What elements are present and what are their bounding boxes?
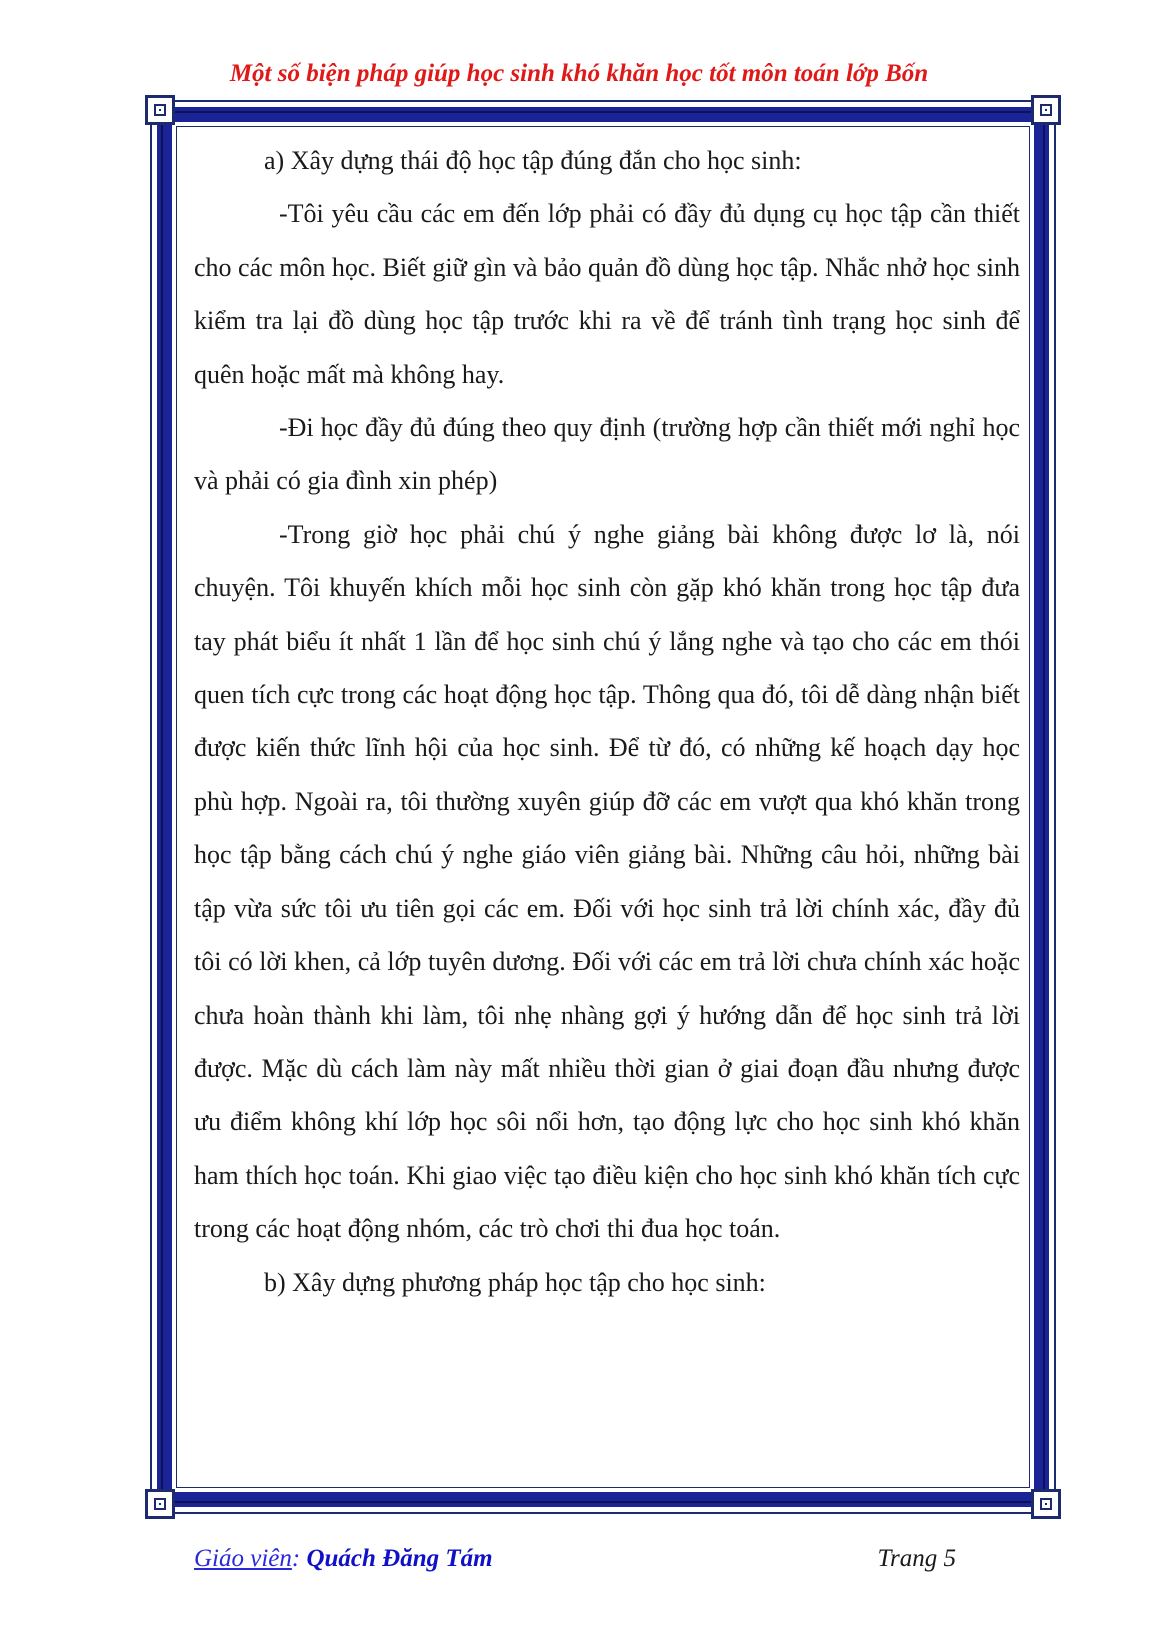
frame-corner-ornament-top-right	[1031, 95, 1061, 125]
footer-author-label: Giáo viên	[194, 1545, 292, 1572]
frame-corner-ornament-top-left	[145, 95, 175, 125]
paragraph-attention: -Trong giờ học phải chú ý nghe giảng bài không được lơ là, nói chuyện. Tôi khuyến khích mỗi học sinh còn gặp khó khăn trong học tập đưa tay phát biểu ít nhất 1 lần để học sinh chú ý lắng nghe và tạo cho các em thói quen tích cực trong các hoạt động học tập. Thông qua đó, tôi dễ dàng nhận biết được kiến thức lĩnh hội của học sinh. Để từ đó, có những kế hoạch dạy học phù hợp. Ngoài ra, tôi thường xuyên giúp đỡ các em vượt qua khó khăn trong học tập bằng cách chú ý nghe giáo viên giảng bài. Những câu hỏi, những bài tập vừa sức tôi ưu tiên gọi các em. Đối với học sinh trả lời chính xác, đầy đủ tôi có lời khen, cả lớp tuyên dương. Đối với các em trả lời chưa chính xác hoặc chưa hoàn thành khi làm, tôi nhẹ nhàng gợi ý hướng dẫn để học sinh trả lời được. Mặc dù cách làm này mất nhiều thời gian ở giai đoạn đầu nhưng được ưu điểm không khí lớp học sôi nổi hơn, tạo động lực cho học sinh khó khăn ham thích học toán. Khi giao việc tạo điều kiện cho học sinh khó khăn tích cực trong các hoạt động nhóm, các trò chơi thi đua học toán.	[194, 519, 1020, 1244]
footer-author-name: Quách Đăng Tám	[306, 1545, 493, 1572]
footer-author	[194, 1545, 493, 1573]
frame-corner-ornament-bottom-right	[1031, 1489, 1061, 1519]
footer-page-number: Trang 5	[877, 1545, 956, 1572]
page-header-title: Một số biện pháp giúp học sinh khó khăn học tốt môn toán lớp Bốn	[229, 60, 929, 87]
section-heading-b: b) Xây dựng phương pháp học tập cho học sinh:	[264, 1267, 766, 1297]
paragraph-supplies: -Tôi yêu cầu các em đến lớp phải có đầy đủ dụng cụ học tập cần thiết cho các môn học. Biết giữ gìn và bảo quản đồ dùng học tập. Nhắc nhở học sinh kiểm tra lại đồ dùng học tập trước khi ra về để tránh tình trạng học sinh để quên hoặc mất mà không hay.	[194, 199, 1020, 389]
frame-corner-ornament-bottom-left	[145, 1489, 175, 1519]
document-body	[194, 134, 1020, 1309]
footer-separator: :	[291, 1545, 307, 1572]
section-heading-a: a) Xây dựng thái độ học tập đúng đắn cho học sinh:	[264, 146, 802, 175]
paragraph-attendance: -Đi học đầy đủ đúng theo quy định (trường hợp cần thiết mới nghỉ học và phải có gia đình xin phép)	[194, 413, 1020, 496]
